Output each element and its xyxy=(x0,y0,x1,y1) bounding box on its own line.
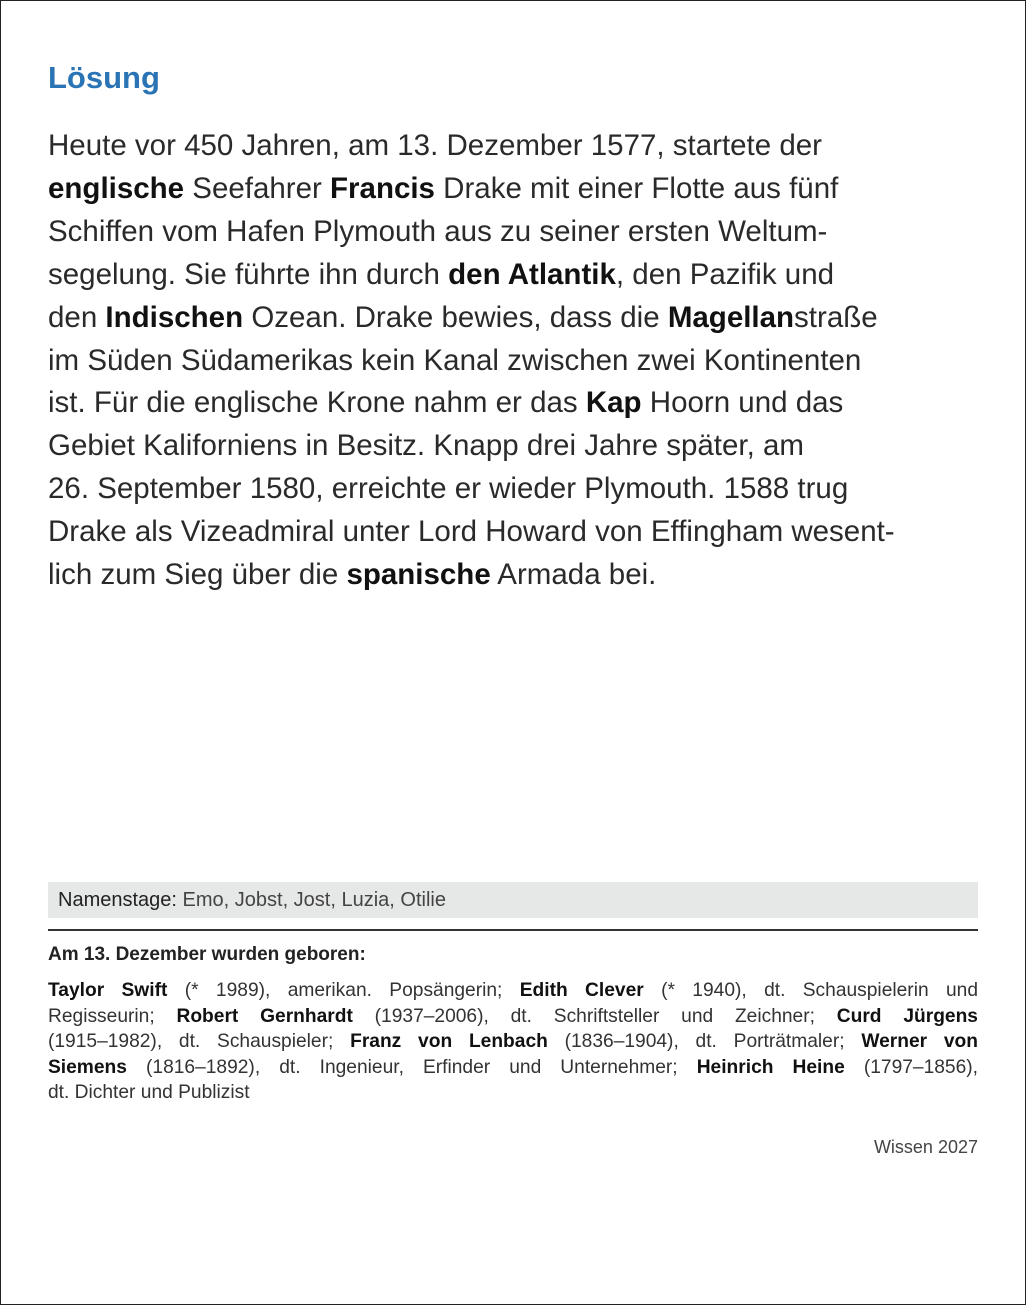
text-segment: Armada bei. xyxy=(490,558,657,592)
text-segment: Regisseurin; xyxy=(48,1005,177,1027)
text-line xyxy=(48,425,983,468)
bold-term: den Atlantik xyxy=(448,257,616,291)
bold-term: Robert Gernhardt xyxy=(176,1005,353,1027)
text-line xyxy=(48,554,983,597)
bold-term: Kap xyxy=(585,386,642,420)
text-line xyxy=(48,382,983,425)
bold-term: Franz von Lenbach xyxy=(350,1031,548,1053)
text-segment: Seefahrer xyxy=(184,171,331,205)
born-heading: Am 13. Dezember wurden geboren: xyxy=(48,944,366,965)
bold-term: Edith Clever xyxy=(519,980,644,1001)
text-segment: Drake mit einer Flotte aus fünf xyxy=(434,171,839,205)
text-line xyxy=(48,1029,978,1055)
bold-term: englische xyxy=(48,171,185,205)
text-segment: (1797–1856), xyxy=(844,1056,978,1078)
text-segment: 26. September 1580, erreichte er wieder Plymouth. 1588 trug xyxy=(48,472,849,506)
text-segment: Gebiet Kaliforniens in Besitz. Knapp drei Jahre später, am xyxy=(48,429,804,463)
bold-term: Siemens xyxy=(48,1056,127,1078)
text-line xyxy=(48,125,983,168)
text-segment: (1937–2006), dt. Schriftsteller und Zeichner; xyxy=(352,1005,837,1027)
namenstage-label: Namenstage: xyxy=(58,889,177,911)
bold-term: Magellan xyxy=(667,300,795,334)
text-segment: dt. Dichter und Publizist xyxy=(48,1082,250,1104)
divider xyxy=(48,929,978,931)
text-segment: ist. Für die englische Krone nahm er das xyxy=(48,386,586,420)
text-line xyxy=(48,1080,978,1106)
namenstage-box xyxy=(48,882,978,918)
text-segment: Hoorn und das xyxy=(641,386,844,420)
text-line xyxy=(48,254,983,297)
solution-text xyxy=(48,125,983,597)
bold-term: Heinrich Heine xyxy=(696,1056,845,1078)
text-segment: (1836–1904), dt. Porträtmaler; xyxy=(547,1031,862,1053)
text-segment: (* 1940), dt. Schauspielerin und xyxy=(643,980,978,1001)
text-segment: straße xyxy=(794,300,878,334)
text-line xyxy=(48,468,983,511)
text-segment: Drake als Vizeadmiral unter Lord Howard von Effingham wesent- xyxy=(48,515,895,549)
page-title: Lösung xyxy=(48,60,160,95)
born-list xyxy=(48,978,978,1106)
text-line xyxy=(48,978,978,1004)
bold-term: spanische xyxy=(346,558,491,592)
text-line xyxy=(48,511,983,554)
bold-term: Curd Jürgens xyxy=(836,1005,978,1027)
text-segment: Ozean. Drake bewies, dass die xyxy=(243,300,668,334)
text-segment: lich zum Sieg über die xyxy=(48,558,347,592)
text-segment: den xyxy=(48,300,106,334)
text-line xyxy=(48,1004,978,1030)
text-segment: segelung. Sie führte ihn durch xyxy=(48,257,449,291)
text-line xyxy=(48,1055,978,1081)
text-line xyxy=(48,297,983,340)
text-line xyxy=(48,211,983,254)
namenstage-value: Emo, Jobst, Jost, Luzia, Otilie xyxy=(176,889,446,911)
text-segment: (1915–1982), dt. Schauspieler; xyxy=(48,1031,351,1053)
bold-term: Indischen xyxy=(105,300,244,334)
text-segment: , den Pazifik und xyxy=(615,257,835,291)
text-segment: Heute vor 450 Jahren, am 13. Dezember 1577, startete der xyxy=(48,129,822,162)
text-segment: Schiffen vom Hafen Plymouth aus zu seiner ersten Weltum- xyxy=(48,214,828,248)
footer-source: Wissen 2027 xyxy=(873,1137,978,1157)
text-segment: im Süden Südamerikas kein Kanal zwischen zwei Kontinenten xyxy=(48,343,862,377)
text-segment: (1816–1892), dt. Ingenieur, Erfinder und Unternehmer; xyxy=(126,1056,697,1078)
bold-term: Werner von xyxy=(861,1031,978,1053)
text-line xyxy=(48,340,983,383)
text-segment: (* 1989), amerikan. Popsängerin; xyxy=(167,980,520,1001)
text-line xyxy=(48,168,983,211)
bold-term: Taylor Swift xyxy=(48,980,168,1001)
bold-term: Francis xyxy=(330,171,435,205)
